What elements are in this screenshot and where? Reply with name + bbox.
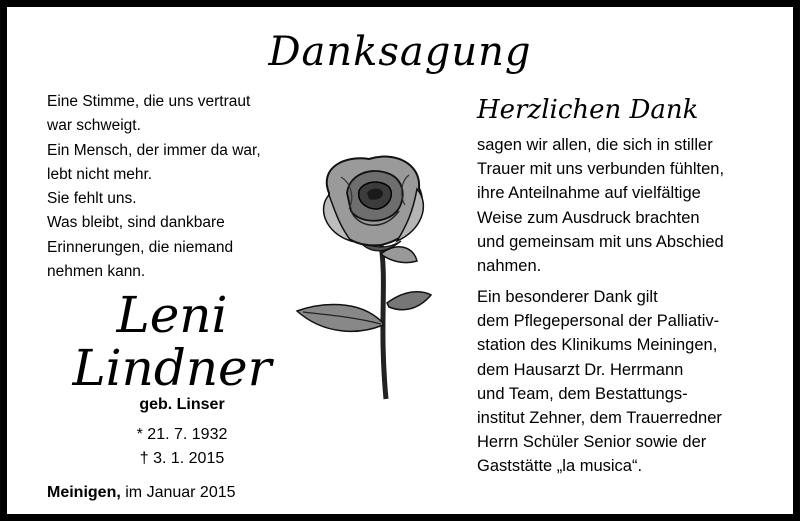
text-line: dem Hausarzt Dr. Herrmann xyxy=(477,360,684,379)
poem-line: Sie fehlt uns. xyxy=(47,190,137,208)
birth-date: * 21. 7. 1932 xyxy=(136,426,228,443)
poem-line: lebt nicht mehr. xyxy=(47,165,153,183)
text-line: institut Zehner, dem Trauerredner xyxy=(477,409,722,428)
deceased-last-name: Lindner xyxy=(72,339,272,397)
text-line: ihre Anteilnahme auf vielfältige xyxy=(477,184,701,203)
text-line: Gaststätte „la musica“. xyxy=(477,457,643,476)
place: Meinigen, xyxy=(47,484,121,501)
text-line: sagen wir allen, die sich in stiller xyxy=(477,136,713,154)
text-line: Herrn Schüler Senior sowie der xyxy=(477,433,707,452)
text-line: Ein besonderer Dank gilt xyxy=(477,288,658,306)
birth-name: geb. Linser xyxy=(139,396,225,413)
thanks-paragraph-2 xyxy=(477,285,777,479)
poem-line: war schweigt. xyxy=(47,117,141,135)
date-text: im Januar 2015 xyxy=(125,484,236,501)
poem-line: Was bleibt, sind dankbare xyxy=(47,214,225,232)
deceased-first-name: Leni xyxy=(116,286,228,344)
text-line: Trauer mit uns verbunden fühlten, xyxy=(477,160,725,179)
text-line: nahmen. xyxy=(477,257,542,276)
place-date xyxy=(47,484,236,502)
death-date: † 3. 1. 2015 xyxy=(139,450,225,467)
poem-line: nehmen kann. xyxy=(47,263,146,281)
thanks-heading: Herzlichen Dank xyxy=(477,95,699,125)
page-title: Danksagung xyxy=(268,29,532,75)
poem xyxy=(47,90,307,284)
rose-icon xyxy=(289,153,459,403)
text-line: dem Pflegepersonal der Palliativ- xyxy=(477,312,720,331)
poem-line: Erinnerungen, die niemand xyxy=(47,238,234,256)
text-line: und gemeinsam mit uns Abschied xyxy=(477,232,724,251)
text-line: Weise zum Ausdruck brachten xyxy=(477,208,700,227)
thanks-paragraph-1 xyxy=(477,133,777,278)
text-line: station des Klinikums Meiningen, xyxy=(477,336,718,355)
text-line: und Team, dem Bestattungs- xyxy=(477,384,688,403)
poem-line: Eine Stimme, die uns vertraut xyxy=(47,93,251,110)
poem-line: Ein Mensch, der immer da war, xyxy=(47,141,261,159)
